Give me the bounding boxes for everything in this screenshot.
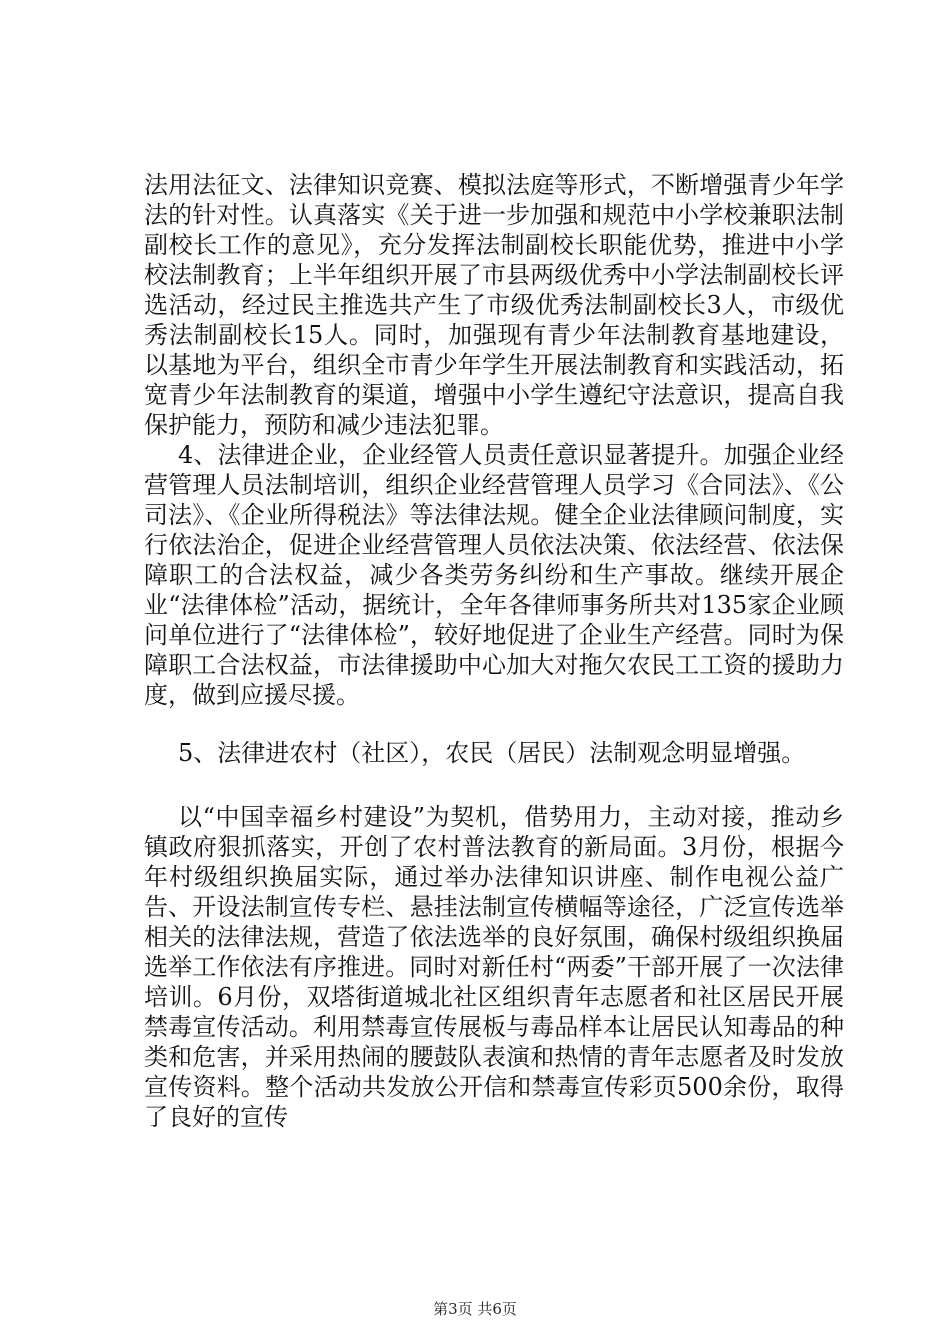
paragraph-village-law-education: 以“中国幸福乡村建设”为契机，借势用力，主动对接，推动乡镇政府狠抓落实，开创了农村普法教育的新局面。3月份，根据今年村级组织换届实际，通过举办法律知识讲座、制作电视公益广告、开设法制宣传专栏、悬挂法制宣传横幅等途径，广泛宣传选举相关的法律法规，营造了依法选举的良好氛围，确保村级组织换届选举工作依法有序推进。同时对新任村“两委”干部开展了一次法律培训。6月份，双塔街道城北社区组织青年志愿者和社区居民开展禁毒宣传活动。利用禁毒宣传展板与毒品样本让居民认知毒品的种类和危害，并采用热闹的腰鼓队表演和热情的青年志愿者及时发放宣传资料。整个活动共发放公开信和禁毒宣传彩页500余份，取得了良好的宣传 xyxy=(144,803,844,1131)
page-number-footer: 第3页 共6页 xyxy=(433,1300,517,1318)
document-body xyxy=(144,170,844,1132)
section-heading-law-into-villages: 5、法律进农村（社区），农民（居民）法制观念明显增强。 xyxy=(178,739,806,767)
paragraph-law-into-enterprises: 4、法律进企业，企业经管人员责任意识显著提升。加强企业经营管理人员法制培训，组织企业经营管理人员学习《合同法》、《公司法》、《企业所得税法》等法律法规。健全企业法律顾问制度，实行依法治企，促进企业经营管理人员依法决策、依法经营、依法保障职工的合法权益，减少各类劳务纠纷和生产事故。继续开展企业“法律体检”活动，据统计，全年各律师事务所共对135家企业顾问单位进行了“法律体检”，较好地促进了企业生产经营。同时为保障职工合法权益，市法律援助中心加大对拖欠农民工工资的援助力度，做到应援尽援。 xyxy=(144,441,844,709)
paragraph-youth-law-education: 法用法征文、法律知识竞赛、模拟法庭等形式，不断增强青少年学法的针对性。认真落实《关于进一步加强和规范中小学校兼职法制副校长工作的意见》，充分发挥法制副校长职能优势，推进中小学校法制教育；上半年组织开展了市县两级优秀中小学法制副校长评选活动，经过民主推选共产生了市级优秀法制副校长3人，市级优秀法制副校长15人。同时，加强现有青少年法制教育基地建设，以基地为平台，组织全市青少年学生开展法制教育和实践活动，拓宽青少年法制教育的渠道，增强中小学生遵纪守法意识，提高自我保护能力，预防和减少违法犯罪。 xyxy=(144,171,844,439)
